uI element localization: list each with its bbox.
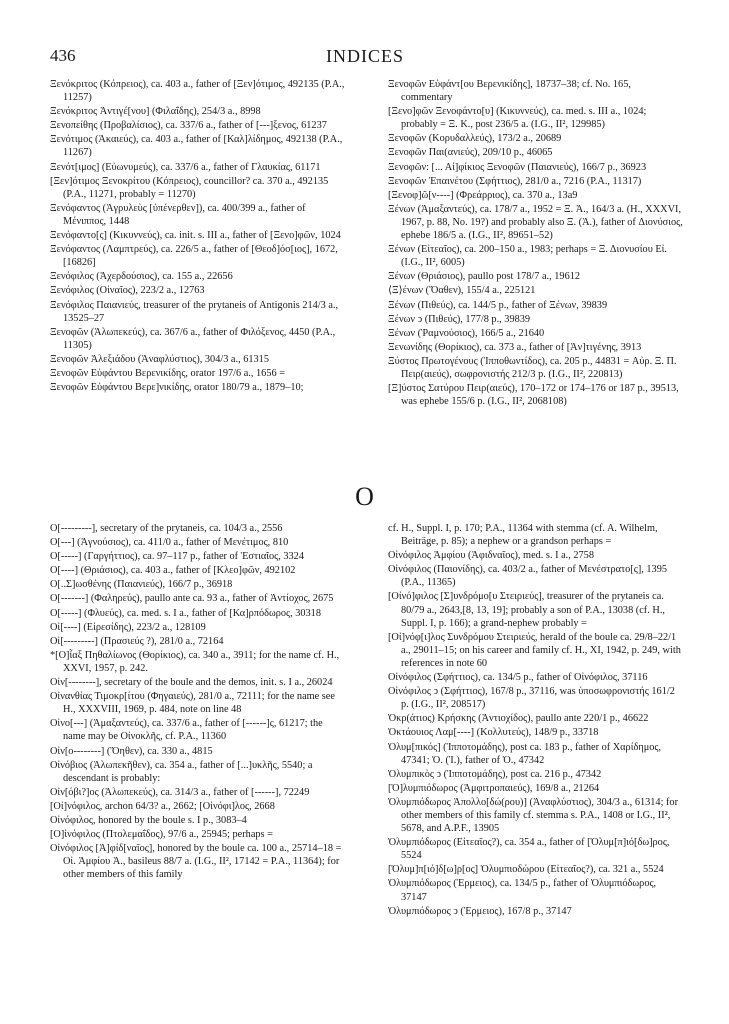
index-entry: [Οἰ]νόφιλος, archon 64/3? a., 2662; [Οἰνόφι]λος, 2668	[50, 800, 275, 812]
index-entry: Ξενοφῶν Εὐφάντ[ου Βερενικίδης], 18737–38; cf. No. 165, commentary	[388, 79, 631, 104]
index-entry: [Ξενο]φῶν Ξενοφάντο[υ] (Κικυννεύς), ca. med. s. III a., 1024; probably = Ξ. Κ., post 236/5 a. (I.G., II², 129985)	[388, 106, 647, 131]
index-column-top-left	[50, 78, 345, 395]
index-entry: Ξενόκριτος Ἀντιγέ[νου] (Φιλαΐδης), 254/3 a., 8998	[50, 106, 261, 118]
index-entry: Ὀλυμ[πικός] (Ἱπποτομάδης), post ca. 183 p., father of Χαρίδημος, 47341; Ὀ. (Ἱ.), father of Ὀ., 47342	[388, 741, 662, 766]
index-entry: Ξένων (Ῥαμνούσιος), 166/5 a., 21640	[388, 327, 545, 339]
index-entry: *[Ο]ἶαξ Πηθαλίωνος (Θορίκιος), ca. 340 a., 3911; for the name cf. H., XXVI, 1957, p. 242.	[50, 649, 340, 674]
index-entry: Οἰνανθίας Τιμοκρ[ίτου (Φηγαιεύς), 281/0 a., 72111; for the name see H., XXXVIII, 1969, p. 484, note on line 48	[50, 691, 335, 716]
index-entry: Οἰνόφιλος [Ἀ]φίδ[ναῖος], honored by the boule ca. 100 a., 25714–18 = Oἰ. Ἀμφίου Ἀ., basileus 88/7 a. (I.G., II², 17142 = P.A., 11364); for other members of this family	[50, 843, 342, 881]
index-entry: O[----] (Θριάσιος), ca. 403 a., father of [Κλεο]φῶν, 492102	[50, 565, 296, 577]
index-entry: Ὀλυμπιόδωρος (Εἰτεαῖος?), ca. 354 a., father of [Ὀλυμ[π]ιό[δω]ρος, 5524	[388, 837, 670, 862]
page-header	[50, 46, 680, 70]
index-entry: [Ξενοφ]ῶ[ν----] (Φρεάρριος), ca. 370 a., 13a9	[388, 189, 578, 201]
index-entry: Ὀκτάουιος Λαμ[----] (Κολλυτεύς), 148/9 p., 33718	[388, 727, 599, 739]
index-entry: Oἰ[---------] (Πρασιεύς ?), 281/0 a., 72164	[50, 635, 224, 647]
index-entry: [Οἰ]νόφ[ι]λος Συνδρόμου Στειριεύς, herald of the boule ca. 29/8–22/1 a., 29011–15; on his career and family cf. H., XI, 1942, p. 249, with references in note 60	[388, 631, 681, 669]
index-entry: Οἰνόφιλος (Παιονίδης), ca. 403/2 a., father of Μενέστρατο[ς], 1395 (P.A., 11365)	[388, 564, 668, 589]
index-entry: [Ὀ]λυμπιόδωρος (Ἀμφιτροπαιεύς), 169/8 a., 21264	[388, 782, 600, 794]
index-entry: Ξενότιμος (Ἀκαιεύς), ca. 403 a., father of [Καλ]λίδημος, 492138 (P.A., 11267)	[50, 134, 343, 159]
index-entry: Ξενοφῶν Παι(ανιεύς), 209/10 p., 46065	[388, 147, 553, 159]
index-entry: Ὀλυμπιόδωρος (Ἑρμειος), ca. 134/5 p., father of Ὀλυμπιόδωρος, 37147	[388, 878, 657, 903]
index-entry: Ξενοφῶν: [... Αἰ]φίκιος Ξενοφῶν (Παιανιεύς), 166/7 p., 36923	[388, 161, 647, 173]
index-entry: Οἰνόφιλος ↄ (Σφήττιος), 167/8 p., 37116, was ὑποσωφρονιστής 161/2 p. (I.G., II², 208517)	[388, 686, 675, 711]
index-entry: Ξενοπείθης (Προβαλίσιος), ca. 337/6 a., father of [---]ξενος, 61237	[50, 120, 327, 132]
index-entry: Ὀλυμπιόδωρος Ἀπολλο[δώ(ρου)] (Ἀναφλύστιος), 304/3 a., 61314; for other members of this family cf. stemma s. P.A., 1408 or I.G., II², 5678, and A.P.F., 13905	[388, 796, 679, 835]
index-entry: Ξενότ[ιμος] (Εὐωνυμεύς), ca. 337/6 a., father of Γλαυκίας, 61171	[50, 161, 321, 173]
index-entry: Ξένων (Ἀμαξαντεύς), ca. 178/7 a., 1952 = Ξ. Ἀ., 164/3 a. (H., XXXVI, 1967, p. 88, No. 19?) and probably also Ξ. (Ἀ.), father of Διονύσιος, ephebe 186/5 a. (I.G., II², 89651–52)	[388, 203, 683, 242]
index-entry: Ξύστος Πρωτογένους (Ἱπποθωντίδος), ca. 205 p., 44831 = Αὐρ. Ξ. Π. Πειρ(αιεύς), σωφρονιστής 212/3 p. (I.G., II², 220813)	[388, 355, 677, 380]
index-entry: Οἰνόβιος (Ἀλωπεκῆθεν), ca. 354 a., father of [...]υκλῆς, 5540; a descendant is probably:	[50, 759, 313, 784]
index-entry: Ξενοφῶν (Κορυδαλλεύς), 173/2 a., 20689	[388, 133, 562, 145]
index-entry: Ξενόφιλος Παιανιεύς, treasurer of the prytaneis of Antigonis 214/3 a., 13525–27	[50, 299, 339, 324]
index-entry: cf. H., Suppl. I, p. 170; P.A., 11364 with stemma (cf. A. Wilhelm, Beiträge, p. 85); a nephew or a grandson perhaps =	[388, 523, 658, 548]
index-entry: Ξενόφιλος (Οἰναῖος), 223/2 a., 12763	[50, 285, 205, 297]
index-entry: Ξενοφῶν Εὐφάντου Βερε]νικίδης, orator 180/79 a., 1879–10;	[50, 382, 304, 394]
index-entry: Oἰ[----] (Εἰρεσίδης), 223/2 a., 128109	[50, 621, 206, 633]
index-entry: Ξενωνίδης (Θορίκιος), ca. 373 a., father of [Ἀν]τιγένης, 3913	[388, 341, 642, 353]
index-entry: Ξενόφιλος (Ἀχερδούσιος), ca. 155 a., 22656	[50, 271, 233, 283]
index-entry: Οἰνόφιλος Ἀμφίου (Ἀφιδναῖος), med. s. I a., 2758	[388, 550, 594, 562]
index-entry: Ξενοφῶν (Ἀλωπεκεύς), ca. 367/6 a., father of Φιλόξενος, 4450 (P.A., 11305)	[50, 326, 336, 351]
index-entry: Ξένων ↄ (Πιθεύς), 177/8 p., 39839	[388, 313, 531, 325]
index-entry: Οἰν[o--------] (Ὄηθεν), ca. 330 a., 4815	[50, 745, 213, 757]
index-entry: Οἰνόφιλος, honored by the boule s. I p., 3083–4	[50, 814, 247, 826]
section-letter-heading: O	[355, 482, 374, 511]
index-column-bottom-right	[388, 522, 683, 919]
index-entry: Ὀλυμπικὸς ↄ (Ἱπποτομάδης), post ca. 216 p., 47342	[388, 768, 602, 780]
index-entry: O[..Σ]ωσθένης (Παιανιεύς), 166/7 p., 36918	[50, 579, 233, 591]
index-entry: Oἰν[--------], secretary of the boule and the demos, init. s. I a., 26024	[50, 677, 333, 689]
index-entry: Ξένων (Θριάσιος), paullo post 178/7 a., 19612	[388, 271, 581, 283]
index-entry: ⟨Ξ⟩ένων (Ὄαθεν), 155/4 a., 225121	[388, 285, 536, 297]
index-entry: [Ο]ἰνόφιλος (Πτολεμαΐδος), 97/6 a., 25945; perhaps =	[50, 829, 273, 841]
index-entry: [Ξεν]ότιμος Ξενοκρίτου (Κόπρειος), councillor? ca. 370 a., 492135 (P.A., 11271, probably = 11270)	[50, 175, 329, 200]
index-entry: O[-----] (Φλυεύς), ca. med. s. I a., father of [Κα]ρπόδωρος, 30318	[50, 607, 321, 619]
index-entry: Ξενοφῶν Ἀλεξιάδου (Ἀναφλύστιος), 304/3 a., 61315	[50, 353, 269, 365]
index-entry: O[---------], secretary of the prytaneis, ca. 104/3 a., 2556	[50, 523, 283, 534]
index-entry: Ξενοφῶν Εὐφάντου Βερενικίδης, orator 197/6 a., 1656 =	[50, 367, 285, 379]
index-entry: O[---] (Ἀγνούσιος), ca. 411/0 a., father of Μενέτιμος, 810	[50, 537, 289, 549]
index-entry: Ξενόφαντος (Ἀγρυλεὺς [ὑπένερθεν]), ca. 400/399 a., father of Μένιππος, 1448	[50, 202, 306, 227]
index-entry: O[-----] (Γαργήττιος), ca. 97–117 p., father of Ἑστιαῖος, 3324	[50, 551, 304, 563]
index-column-bottom-left	[50, 522, 345, 882]
index-entry: Ξενόκριτος (Κόπρειος), ca. 403 a., father of [Ξεν]ότιμος, 492135 (P.A., 11257)	[50, 79, 345, 104]
index-entry: Ὀλυμπιόδωρος ↄ (Ἑρμειος), 167/8 p., 37147	[388, 905, 572, 917]
index-entry: Ξενόφαντος (Λαμπτρεύς), ca. 226/5 a., father of [Θεοδ]όσ[ιος], 1672, [16826]	[50, 244, 338, 269]
index-entry: Οἰνο[---] (Ἀμαξαντεύς), ca. 337/6 a., father of [------]ς, 61217; the name may be Οἰνοκλῆς, cf. P.A., 11360	[50, 718, 323, 743]
index-entry: Ξένων (Εἰτεαῖος), ca. 200–150 a., 1983; perhaps = Ξ. Διονυσίου Εἰ. (I.G., II², 6005)	[388, 244, 668, 269]
index-entry: Οἰνόφιλος (Σφήττιος), ca. 134/5 p., father of Οἰνόφιλος, 37116	[388, 672, 648, 684]
index-entry: Ὀκρ(άτιος) Κρήσκης (Ἀντιοχίδος), paullo ante 220/1 p., 46622	[388, 713, 649, 725]
index-entry: Ξένων (Πιθεύς), ca. 144/5 p., father of Ξένων, 39839	[388, 299, 608, 311]
index-entry: Οἰν[όβι?]ος (Ἀλωπεκεύς), ca. 314/3 a., father of [------], 72249	[50, 786, 310, 798]
index-entry: O[-------] (Φαληρεύς), paullo ante ca. 93 a., father of Ἀντίοχος, 2675	[50, 593, 334, 605]
index-entry: Ξενόφαντο[ς] (Κικυννεύς), ca. init. s. III a., father of [Ξενο]φῶν, 1024	[50, 230, 341, 242]
index-entry: [Ὀλυμ]π[ιό]δ[ω]ρ[ος] Ὀλυμπιοδώρου (Εἰτεαῖος?), ca. 321 a., 5524	[388, 864, 664, 876]
page-number: 436	[50, 46, 76, 65]
running-title: INDICES	[326, 46, 404, 66]
index-entry: Ξενοφῶν Ἐπαινέτου (Σφήττιος), 281/0 a., 7216 (P.A., 11317)	[388, 175, 642, 187]
index-entry: [Ξ]ύστος Σατύρου Πειρ(αιεύς), 170–172 or 174–176 or 187 p., 39513, was ephebe 155/6 p. (I.G., II², 2068108)	[388, 383, 679, 408]
index-column-top-right	[388, 78, 683, 409]
index-entry: [Οἰνό]φιλος [Σ]υνδρόμο[υ Στειριεύς], treasurer of the prytaneis ca. 80/79 a., 2643,[8, 13, 19]; probably a son of P.A., 13038 (cf. H., Suppl. I, p. 166); a grand-nephew probably =	[388, 591, 665, 629]
